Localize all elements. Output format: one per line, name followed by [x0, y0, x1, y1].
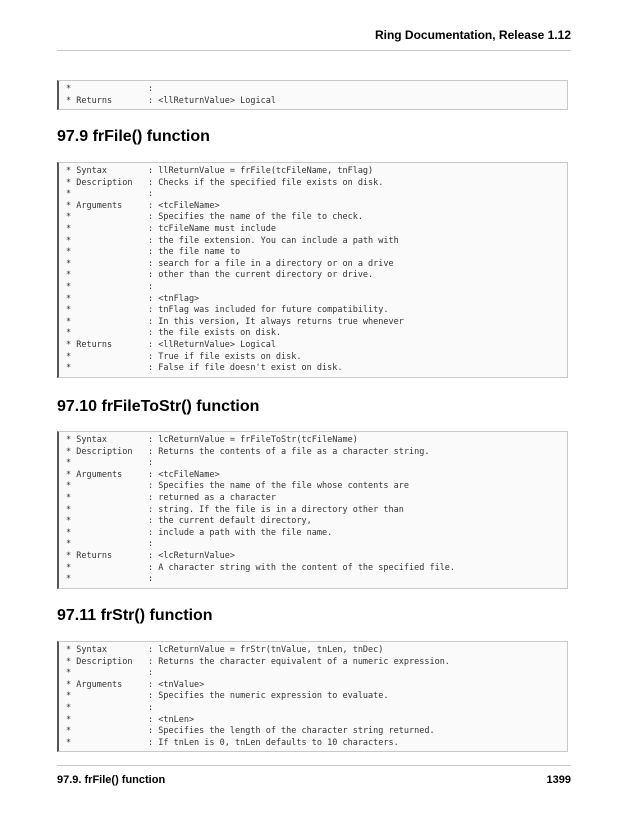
code-text: : Specifies the length of the character string returned. [148, 726, 435, 737]
code-text: : include a path with the file name. [148, 527, 333, 538]
footer-section-label: 97.9. frFile() function [57, 774, 166, 786]
code-line [66, 178, 567, 190]
code-label: * [66, 316, 72, 327]
code-line [66, 224, 567, 236]
code-line [66, 236, 567, 248]
code-line [66, 726, 567, 738]
code-text: : <tnValue> [148, 679, 205, 690]
code-text: : <llReturnValue> Logical [148, 95, 276, 106]
code-line [66, 363, 567, 375]
code-label: * [66, 328, 72, 339]
code-line [66, 645, 567, 657]
code-label: * [66, 714, 72, 725]
code-text: : lcReturnValue = frStr(tnValue, tnLen, tnDec) [148, 645, 384, 655]
page-number: 1399 [546, 774, 571, 786]
code-text: : [148, 702, 154, 713]
code-line [66, 212, 567, 224]
code-text: : <tnFlag> [148, 293, 200, 304]
code-label: * Syntax [66, 645, 107, 655]
code-text: : <llReturnValue> Logical [148, 339, 276, 350]
code-line [66, 738, 567, 750]
code-label: * [66, 247, 72, 258]
code-label: * Returns [66, 550, 113, 561]
code-line [66, 563, 567, 575]
code-text: : <lcReturnValue> [148, 550, 235, 561]
section-title-frstr: 97.11 frStr() function [57, 607, 213, 624]
code-line [66, 317, 567, 329]
code-label: * [66, 258, 72, 269]
code-line [66, 481, 567, 493]
code-label: * [66, 223, 72, 234]
code-label: * [66, 504, 72, 515]
code-text: : Specifies the numeric expression to evaluate. [148, 691, 389, 702]
code-text: : Returns the contents of a file as a character string. [148, 446, 430, 457]
code-text: : Returns the character equivalent of a numeric expression. [148, 656, 450, 667]
code-label: * [66, 305, 72, 316]
code-label: * [66, 737, 72, 748]
code-line [66, 657, 567, 669]
section-title-frfiletostr: 97.10 frFileToStr() function [57, 398, 260, 415]
section-title-frfile: 97.9 frFile() function [57, 128, 210, 145]
code-label: * [66, 235, 72, 246]
code-text: : the file name to [148, 247, 241, 258]
page-footer [57, 765, 571, 796]
code-line [66, 270, 567, 282]
code-label: * [66, 189, 72, 200]
code-label: * Syntax [66, 166, 107, 176]
code-line [66, 528, 567, 540]
code-text: : tnFlag was included for future compatibility. [148, 305, 389, 316]
code-line [66, 305, 567, 317]
code-line [66, 668, 567, 680]
code-line [66, 715, 567, 727]
code-text: : Specifies the name of the file to check. [148, 212, 363, 223]
code-label: * Syntax [66, 435, 107, 445]
code-label: * Description [66, 177, 133, 188]
code-label: * [66, 527, 72, 538]
code-text: : <tcFileName> [148, 200, 220, 211]
code-label: * Arguments [66, 469, 123, 480]
code-label: * [66, 726, 72, 737]
code-text: : [148, 458, 154, 469]
code-line [66, 166, 567, 178]
code-text: : lcReturnValue = frFileToStr(tcFileName) [148, 435, 358, 445]
document-title: Ring Documentation, Release 1.12 [374, 28, 571, 42]
code-text: : the file extension. You can include a path with [148, 235, 399, 246]
code-label: * [66, 270, 72, 281]
code-label: * [66, 668, 72, 679]
code-line [66, 84, 567, 96]
code-text: : tcFileName must include [148, 223, 276, 234]
code-line [66, 201, 567, 213]
code-line [66, 493, 567, 505]
code-label: * [66, 481, 72, 492]
code-text: : the current default directory, [148, 516, 312, 527]
code-text: : string. If the file is in a directory other than [148, 504, 404, 515]
code-line [66, 189, 567, 201]
code-line [66, 516, 567, 528]
code-line [66, 470, 567, 482]
code-label: * [66, 84, 72, 94]
code-text: : Specifies the name of the file whose contents are [148, 481, 409, 492]
code-text: : the file exists on disk. [148, 328, 282, 339]
code-text: : [148, 668, 154, 679]
code-text: : <tcFileName> [148, 469, 220, 480]
code-label: * Arguments [66, 200, 123, 211]
code-text: : A character string with the content of the specified file. [148, 562, 456, 573]
code-line [66, 458, 567, 470]
code-line [66, 435, 567, 447]
code-text: : search for a file in a directory or on a drive [148, 258, 394, 269]
code-block-frfile [57, 162, 568, 378]
code-line [66, 551, 567, 563]
code-text: : <tnLen> [148, 714, 195, 725]
code-label: * [66, 539, 72, 550]
code-text: : In this version, It always returns true whenever [148, 316, 404, 327]
code-label: * Returns [66, 95, 113, 106]
code-line [66, 328, 567, 340]
code-label: * Returns [66, 339, 113, 350]
code-text: : False if file doesn't exist on disk. [148, 363, 343, 374]
code-label: * [66, 212, 72, 223]
code-block-frfiletostr [57, 431, 568, 589]
code-label: * [66, 516, 72, 527]
code-line [66, 282, 567, 294]
code-text: : If tnLen is 0, tnLen defaults to 10 characters. [148, 737, 399, 748]
code-text: : [148, 84, 154, 94]
code-text: : [148, 281, 154, 292]
code-label: * Description [66, 446, 133, 457]
code-text: : [148, 539, 154, 550]
code-label: * [66, 281, 72, 292]
code-label: * [66, 574, 72, 585]
code-label: * [66, 492, 72, 503]
code-line [66, 447, 567, 459]
code-line [66, 96, 567, 108]
code-label: * Description [66, 656, 133, 667]
code-line [66, 703, 567, 715]
code-line [66, 680, 567, 692]
code-label: * [66, 458, 72, 469]
code-label: * [66, 293, 72, 304]
code-line [66, 539, 567, 551]
code-line [66, 294, 567, 306]
code-label: * Arguments [66, 679, 123, 690]
code-text: : [148, 189, 154, 200]
code-line [66, 574, 567, 586]
code-text: : Checks if the specified file exists on disk. [148, 177, 384, 188]
code-label: * [66, 691, 72, 702]
code-label: * [66, 562, 72, 573]
code-line [66, 352, 567, 364]
code-line [66, 259, 567, 271]
code-text: : llReturnValue = frFile(tcFileName, tnFlag) [148, 166, 374, 176]
code-text: : [148, 574, 154, 585]
code-block-returns [57, 80, 568, 110]
page-header [57, 0, 571, 51]
code-block-frstr [57, 641, 568, 752]
code-label: * [66, 702, 72, 713]
code-text: : True if file exists on disk. [148, 351, 302, 362]
code-line [66, 340, 567, 352]
code-label: * [66, 363, 72, 374]
code-line [66, 505, 567, 517]
code-line [66, 691, 567, 703]
code-text: : returned as a character [148, 492, 276, 503]
code-text: : other than the current directory or drive. [148, 270, 374, 281]
code-line [66, 247, 567, 259]
code-label: * [66, 351, 72, 362]
